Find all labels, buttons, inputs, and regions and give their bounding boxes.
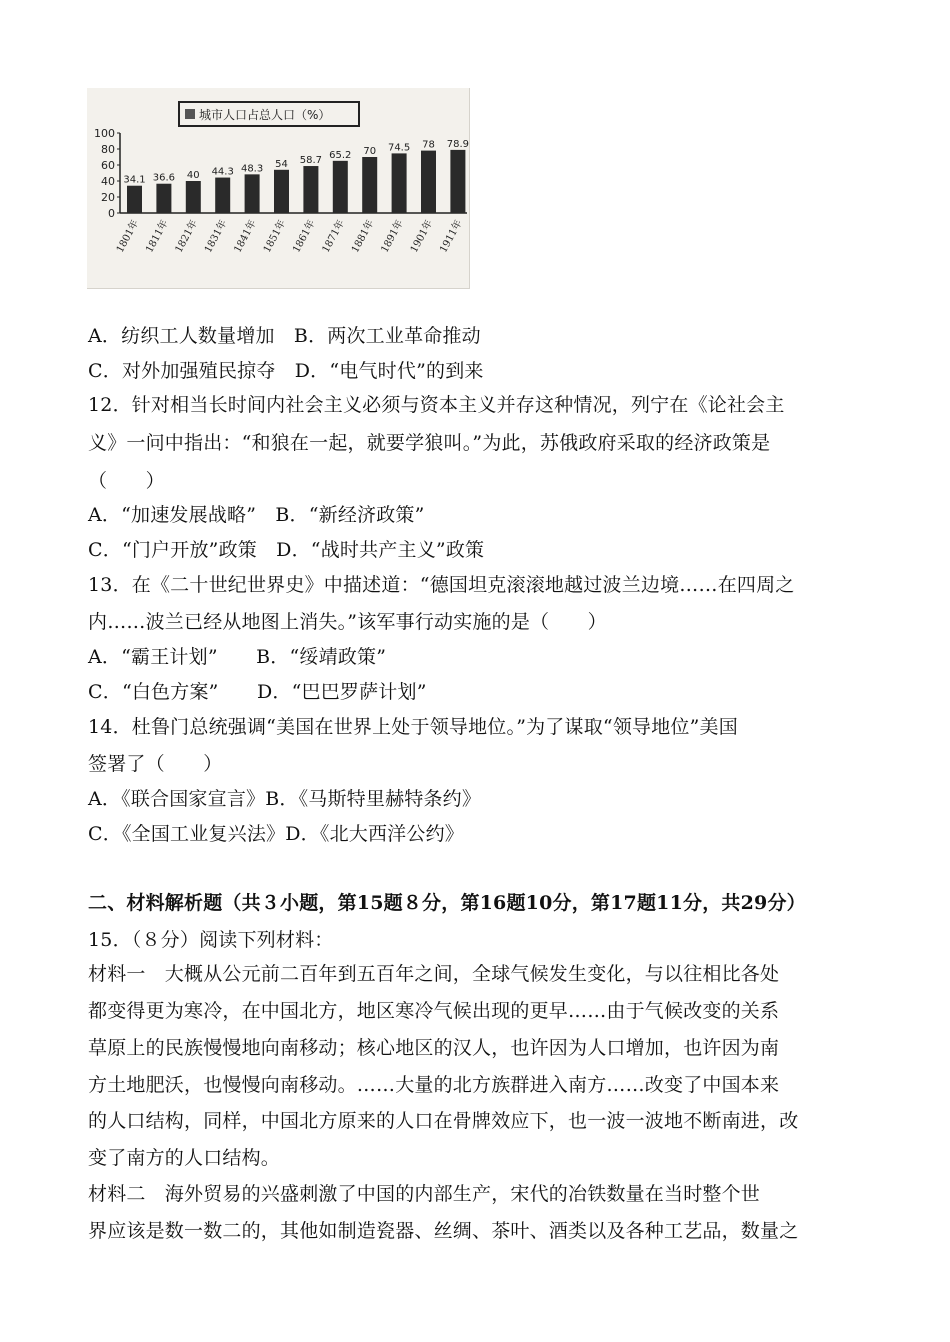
material1-line: 都变得更为寒冷，在中国北方，地区寒冷气候出现的更早……由于气候改变的关系	[88, 1000, 780, 1022]
bar-value-label: 58.7	[299, 155, 323, 167]
q13-option-line: A．“霸王计划” B．“绥靖政策”	[88, 646, 387, 668]
x-tick-label: 1881年	[349, 218, 377, 255]
q14-stem-line: 签署了（ ）	[88, 753, 223, 775]
material1-line: 材料一 大概从公元前二百年到五百年之间，全球气候发生变化，与以往相比各处	[88, 963, 780, 985]
bar-value-label: 74.5	[387, 142, 411, 154]
material1-line: 草原上的民族慢慢地向南移动；核心地区的汉人，也许因为人口增加，也许因为南	[88, 1037, 780, 1059]
y-tick-label: 100	[94, 127, 115, 140]
q11-option-line: C．对外加强殖民掠夺 D．“电气时代”的到来	[88, 360, 484, 382]
material2-line: 界应该是数一数二的，其他如制造瓷器、丝绸、茶叶、酒类以及各种工艺品，数量之	[88, 1220, 799, 1242]
q14-option-line: A．《联合国家宣言》B．《马斯特里赫特条约》	[88, 788, 482, 810]
q12-stem-line: 12．针对相当长时间内社会主义必须与资本主义并存这种情况，列宁在《论社会主	[88, 394, 785, 416]
q12-option-line: A．“加速发展战略” B．“新经济政策”	[88, 504, 425, 526]
material1-line: 变了南方的人口结构。	[88, 1147, 281, 1169]
bar	[245, 174, 260, 213]
bar	[156, 184, 171, 213]
chart-title: 城市人口占总人口（%）	[199, 108, 331, 122]
bar-value-label: 34.1	[123, 174, 146, 186]
bar-value-label: 54	[275, 158, 288, 170]
material2-line: 材料二 海外贸易的兴盛刺激了中国的内部生产，宋代的冶铁数量在当时整个世	[88, 1183, 761, 1205]
q12-stem-line: 义》一问中指出：“和狼在一起，就要学狼叫。”为此，苏俄政府采取的经济政策是	[88, 432, 771, 454]
bar-value-label: 40	[186, 170, 200, 181]
population-chart-figure	[87, 88, 470, 289]
bar	[127, 186, 142, 213]
y-tick-label: 20	[101, 191, 115, 204]
q12-stem-line: （ ）	[88, 470, 165, 492]
section-heading: 二、材料解析题（共３小题，第15题８分，第16题10分，第17题11分，共29分）	[88, 892, 806, 914]
bar	[362, 157, 377, 213]
x-tick-label: 1841年	[232, 218, 259, 255]
bar-value-label: 65.2	[329, 149, 352, 161]
bar	[333, 161, 348, 213]
q11-option-line: A．纺织工人数量增加 B．两次工业革命推动	[88, 325, 481, 347]
q14-stem-line: 14．杜鲁门总统强调“美国在世界上处于领导地位。”为了谋取“领导地位”美国	[88, 716, 738, 738]
y-tick-label: 0	[108, 207, 115, 220]
x-tick-label: 1911年	[438, 218, 465, 255]
bar	[274, 170, 289, 213]
x-tick-label: 1851年	[261, 218, 289, 255]
bar-value-label: 48.3	[240, 163, 264, 175]
x-tick-label: 1801年	[114, 218, 142, 255]
legend-swatch	[185, 109, 195, 119]
bar-value-label: 78	[422, 139, 435, 151]
bar	[186, 181, 201, 213]
bar	[450, 150, 465, 213]
material1-line: 方土地肥沃，也慢慢向南移动。……大量的北方族群进入南方……改变了中国本来	[88, 1074, 780, 1096]
q13-stem-line: 13．在《二十世纪世界史》中描述道：“德国坦克滚滚地越过波兰边境……在四周之	[88, 574, 795, 596]
y-tick-label: 60	[101, 159, 115, 172]
x-tick-label: 1831年	[202, 218, 230, 255]
bar	[392, 153, 407, 213]
bar-value-label: 78.9	[446, 138, 469, 150]
bar	[303, 166, 318, 213]
material1-line: 的人口结构，同样，中国北方原来的人口在骨牌效应下，也一波一波地不断南进，改	[88, 1110, 799, 1132]
bar	[421, 151, 436, 213]
q13-option-line: C．“白色方案” D．“巴巴罗萨计划”	[88, 681, 427, 703]
x-tick-label: 1891年	[379, 218, 406, 255]
population-bar-chart	[87, 88, 469, 288]
q15-intro: 15．（８分）阅读下列材料：	[88, 929, 334, 951]
x-tick-label: 1811年	[144, 218, 171, 255]
y-tick-label: 80	[101, 143, 115, 156]
q12-option-line: C．“门户开放”政策 D．“战时共产主义”政策	[88, 539, 485, 561]
x-tick-label: 1861年	[291, 218, 318, 255]
q14-option-line: C．《全国工业复兴法》D．《北大西洋公约》	[88, 823, 464, 845]
bar-value-label: 70	[363, 146, 377, 157]
x-tick-label: 1821年	[173, 218, 200, 255]
bar-value-label: 44.3	[211, 166, 234, 178]
bar	[215, 178, 230, 213]
bar-value-label: 36.6	[152, 172, 176, 184]
x-tick-label: 1901年	[408, 218, 436, 255]
y-tick-label: 40	[101, 175, 115, 188]
chart-title-box	[179, 102, 359, 126]
x-tick-label: 1871年	[320, 218, 347, 255]
q13-stem-line: 内……波兰已经从地图上消失。”该军事行动实施的是（ ）	[88, 611, 607, 633]
